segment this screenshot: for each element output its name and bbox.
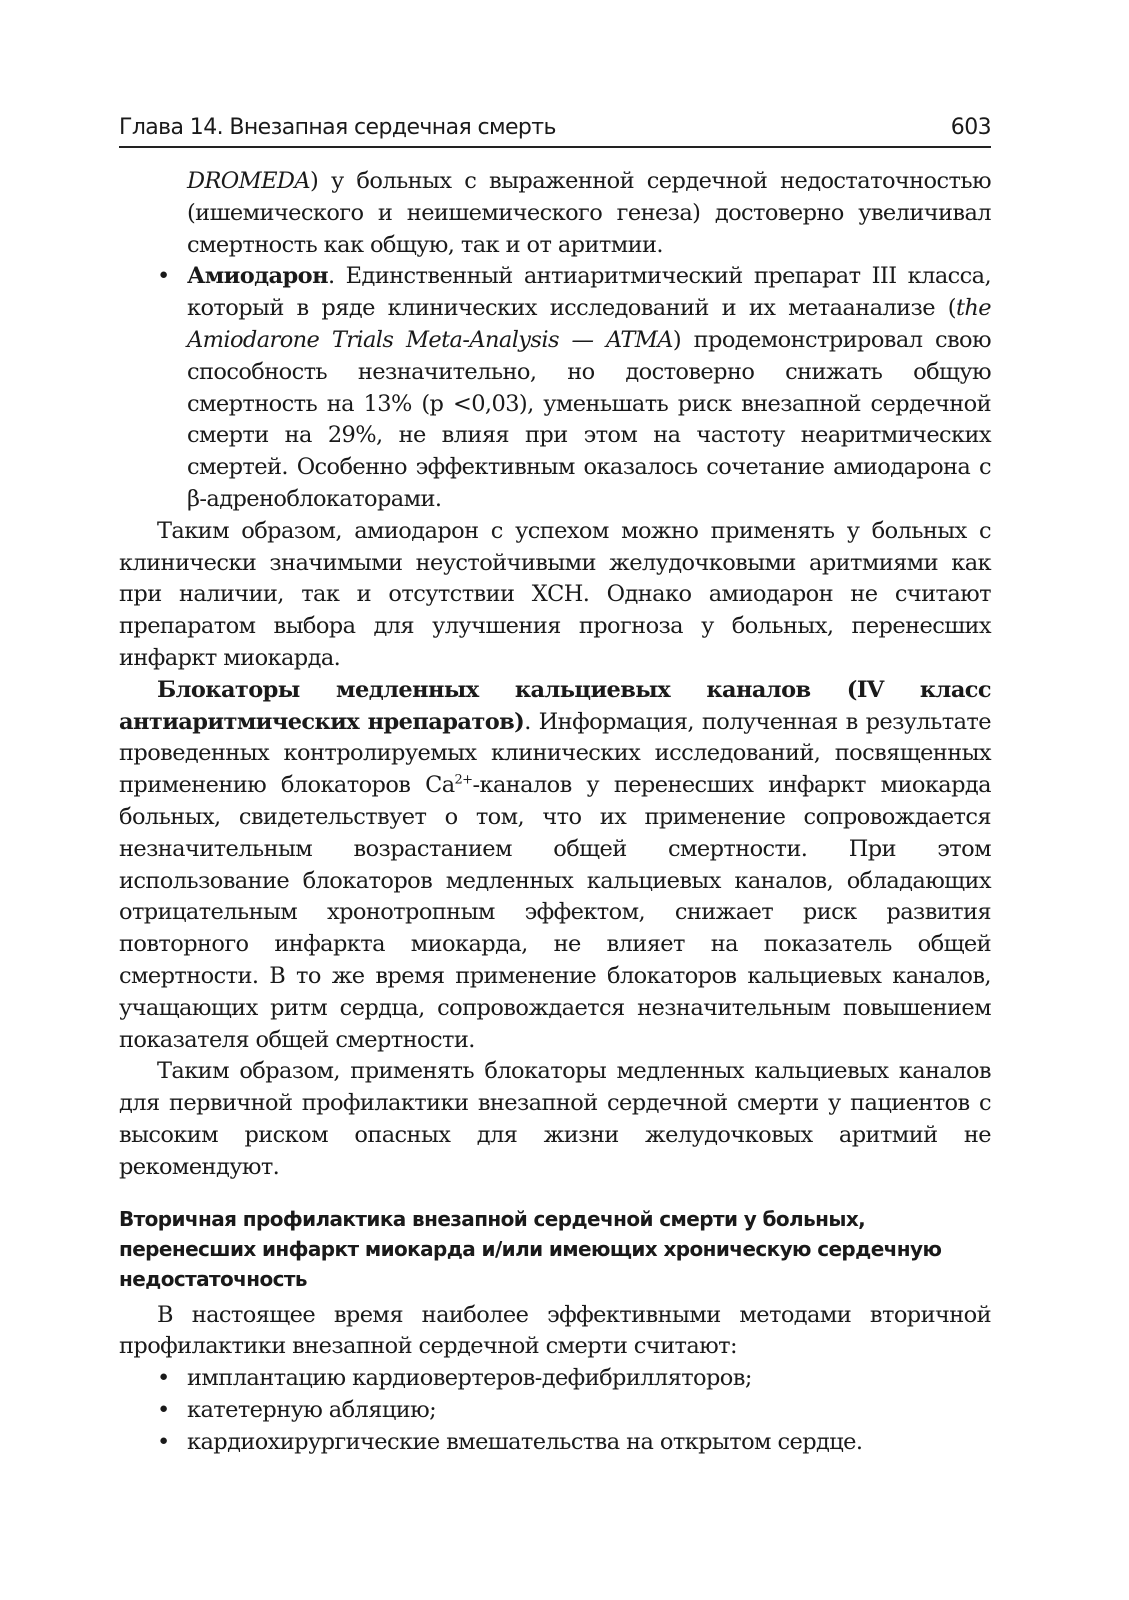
calcium-superscript: 2+ [454, 772, 473, 788]
list-item [119, 1363, 991, 1395]
bullet-icon: • [157, 263, 170, 290]
list-item [119, 1395, 991, 1427]
paragraph-calcium-conclusion: Таким образом, применять блокаторы медленных кальциевых каналов для первичной профилактики внезапной сердечной смерти у пациентов с высоким риском опасных для жизни желудочковых аритмий не рекомендуют. [119, 1058, 991, 1180]
trial-name: DROMEDA [187, 168, 310, 194]
amiodarone-text-1: . Единственный антиаритмический препарат III класса, который в ряде клинических исследований и их метаанализе ( [187, 263, 991, 322]
method-text: кардиохирургические вмешательства на открытом сердце. [187, 1428, 863, 1455]
bullet-icon: • [157, 1365, 170, 1392]
methods-list [119, 1363, 991, 1458]
continuation-text: ) у больных с выраженной сердечной недостаточностью (ишемического и неишемического генеза) достоверно увеличивал смертность как общую, так и от аритмии. [187, 168, 991, 258]
chapter-title: Глава 14. Внезапная сердечная смерть [119, 115, 556, 140]
page-number: 603 [950, 115, 991, 140]
paragraph-secondary-prevention: В настоящее время наиболее эффективными методами вторичной профилактики внезапной сердечной смерти считают: [119, 1301, 991, 1360]
calcium-text-2: -каналов у перенесших инфаркт миокарда больных, свидетельствует о том, что их применение сопровождается незначительным возрастанием общей смертности. При этом использование блокаторов медленных кальциевых каналов, обладающих отрицательным хронотропным эффектом, снижает риск развития повторного инфаркта миокарда, не влияет на показатель общей смертности. В то же время применение блокаторов кальциевых каналов, учащающих ритм сердца, сопровождается незначительным повышением показателя общей смертности. [119, 772, 991, 1053]
page-body [119, 166, 991, 1458]
meta-analysis-name: the Amiodarone Trials Meta-Analysis — ATMA [187, 295, 991, 353]
section-heading: Вторичная профилактика внезапной сердечной смерти у больных, перенесших инфаркт миокарда и/или имеющих хроническую сердечную недостаточность [119, 1206, 942, 1291]
amiodarone-text-2: ) продемонстрировал свою способность незначительно, но достоверно снижать общую смертность на 13% (p <0,03), уменьшать риск внезапной сердечной смерти на 29%, не влияя при этом на частоту неаритмических смертей. Особенно эффективным оказалось сочетание амиодарона с β-адреноблокаторами. [187, 326, 991, 512]
calcium-blockers-term: Блокаторы медленных кальциевых каналов (IV класс антиаритмических нрепаратов) [119, 676, 991, 735]
list-item [119, 1427, 991, 1459]
bullet-icon: • [157, 1428, 170, 1455]
list-item [119, 261, 991, 515]
bullet-icon: • [157, 1396, 170, 1423]
running-header [119, 110, 991, 148]
method-text: имплантацию кардиовертеров-дефибрилляторов; [187, 1365, 752, 1392]
amiodarone-term: Амиодарон [187, 263, 328, 290]
bullet-continuation-paragraph [119, 166, 991, 261]
paragraph-calcium-blockers [119, 675, 991, 1057]
method-text: катетерную абляцию; [187, 1396, 437, 1423]
paragraph-amiodarone-conclusion: Таким образом, амиодарон с успехом можно применять у больных с клинически значимыми неустойчивыми желудочковыми аритмиями как при наличии, так и отсутствии ХСН. Однако амиодарон не считают препаратом выбора для улучшения прогноза у больных, перенесших инфаркт миокарда. [119, 517, 991, 671]
calcium-text-1: . Информация, полученная в результате проведенных контролируемых клинических исследований, посвященных применению блокаторов Ca [119, 708, 991, 799]
amiodarone-list [119, 261, 991, 515]
